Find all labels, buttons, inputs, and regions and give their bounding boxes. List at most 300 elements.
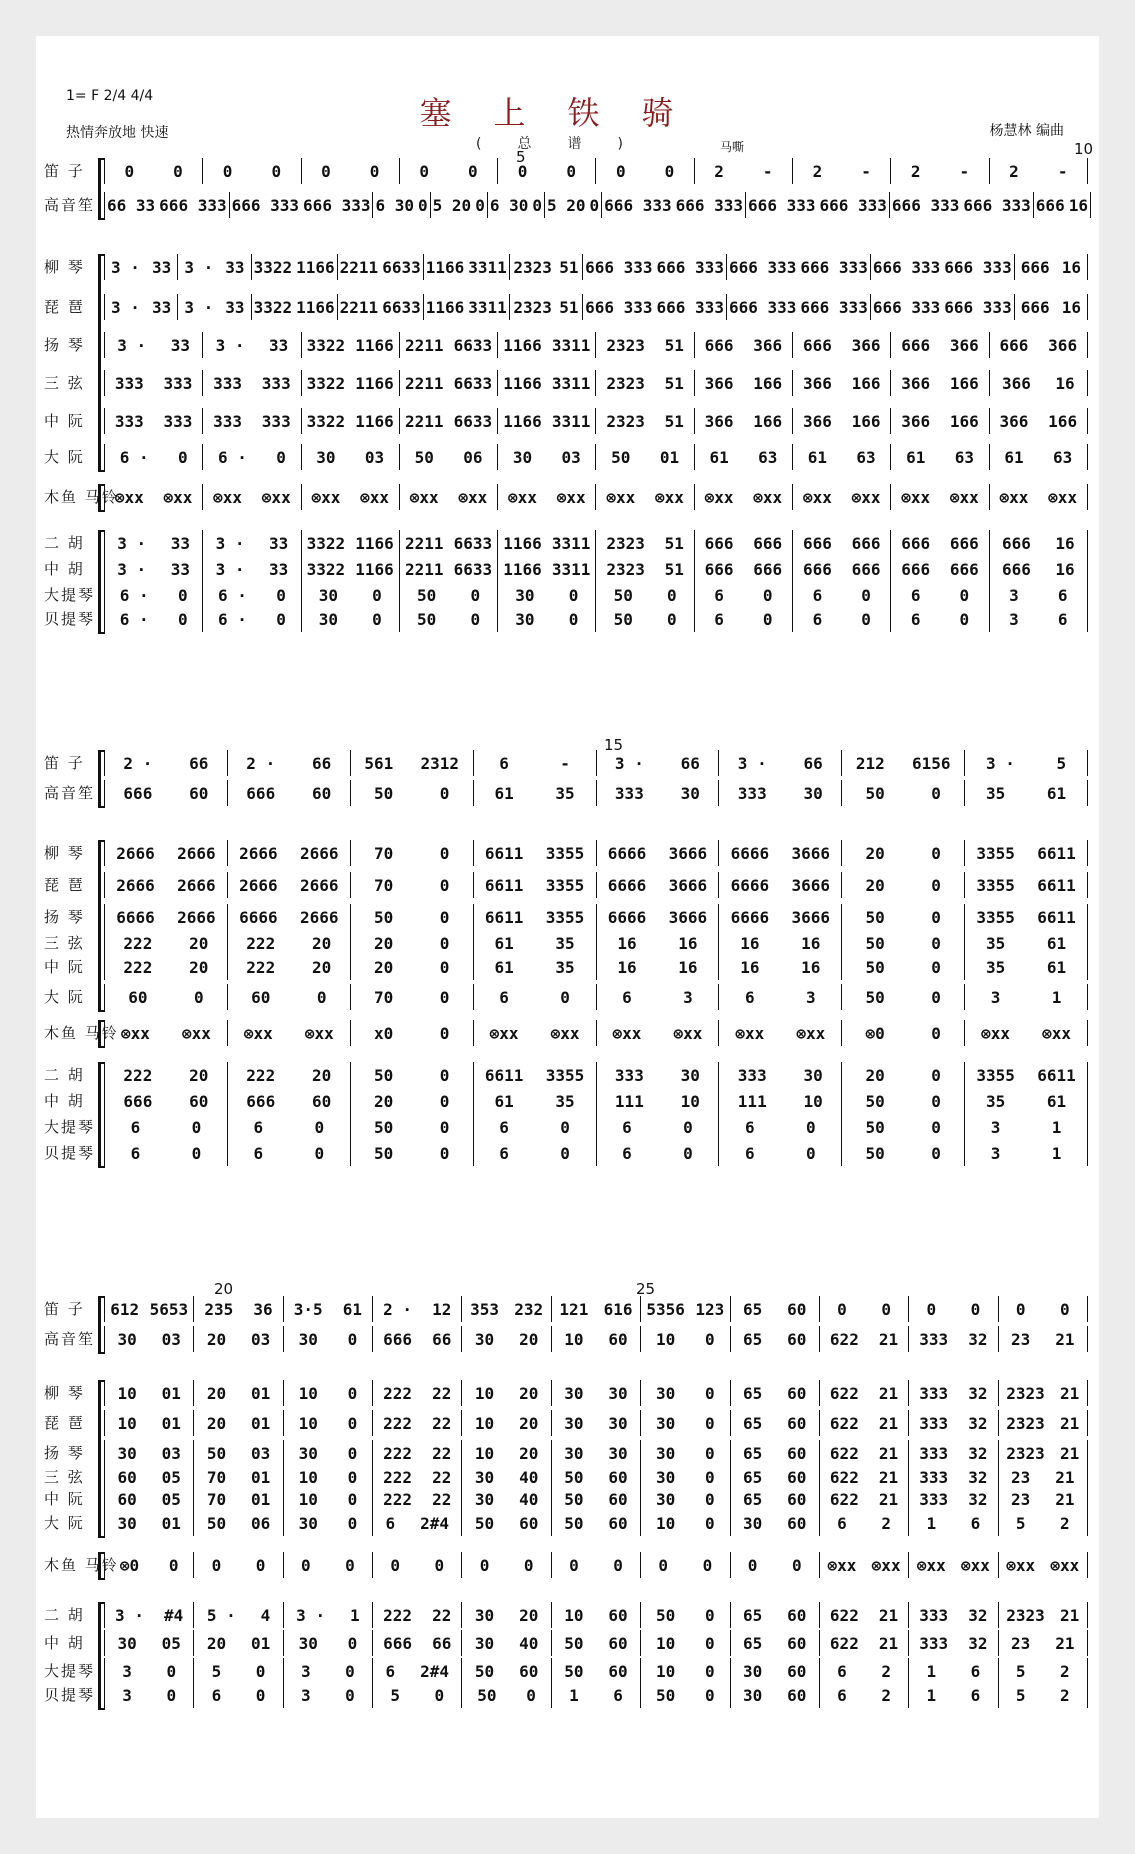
measure <box>908 1326 997 1352</box>
measures <box>104 484 1088 510</box>
beat: 616 <box>603 1299 633 1319</box>
beat: - <box>861 161 871 181</box>
beat: 666 <box>851 559 881 579</box>
beat: 0 <box>177 585 188 605</box>
measure <box>1033 192 1091 218</box>
measure <box>998 1326 1088 1352</box>
instrument-name: 木鱼 马铃 <box>44 488 119 506</box>
measure <box>998 1510 1088 1536</box>
beat: 60 <box>312 783 332 803</box>
beat: ⊗xx <box>901 487 931 507</box>
beat: 0 <box>560 1143 570 1163</box>
measure <box>104 984 227 1010</box>
beat: 35 <box>985 783 1006 803</box>
measure <box>104 840 227 866</box>
measure <box>104 556 202 582</box>
beat: 666 333 <box>872 297 941 317</box>
measure <box>841 780 964 806</box>
beat: 333 <box>261 373 291 393</box>
beat: 6 <box>745 987 755 1007</box>
beat: 0 <box>762 585 773 605</box>
beat: 33 <box>170 559 191 579</box>
beat: 222 <box>383 1383 413 1403</box>
beat: 6611 <box>1037 843 1076 863</box>
beat: 2666 <box>177 907 216 927</box>
beat: 60 <box>189 1091 209 1111</box>
beat: 60 <box>519 1513 539 1533</box>
measure <box>350 840 473 866</box>
beat: 6 <box>499 987 509 1007</box>
beat: - <box>762 161 773 181</box>
measure <box>964 1114 1088 1140</box>
instrument-group-brace <box>98 1552 105 1580</box>
instrument-group-brace <box>98 1062 105 1168</box>
beat: 666 <box>383 1329 413 1349</box>
beat: 60 <box>128 987 148 1007</box>
beat: 0 <box>560 1117 570 1137</box>
beat: 0 <box>705 1605 715 1625</box>
beat: ⊗xx <box>409 487 439 507</box>
beat: 1166 <box>296 297 335 317</box>
instrument-name: 二 胡 <box>44 1066 85 1084</box>
measure <box>998 1380 1088 1406</box>
beat: 3 <box>683 987 693 1007</box>
measure-number: 25 <box>636 1280 656 1298</box>
measure <box>870 294 1014 320</box>
beat: 50 <box>474 1513 495 1533</box>
beat: 0 <box>439 783 450 803</box>
beat: 666 <box>246 1091 276 1111</box>
beat: 10 <box>298 1467 318 1487</box>
beat: 0 <box>791 1555 802 1575</box>
beat: 5356 <box>646 1299 685 1319</box>
beat: 3355 <box>545 875 585 895</box>
instrument-group-brace <box>98 484 105 512</box>
beat: 50 <box>865 783 885 803</box>
beat: ⊗xx <box>1050 1555 1080 1575</box>
beat: 166 <box>851 373 881 393</box>
beat: 1166 <box>296 257 335 277</box>
beat: 1166 <box>503 533 542 553</box>
beat: 1166 <box>425 257 465 277</box>
measure <box>890 444 988 470</box>
beat: 0 <box>705 1329 715 1349</box>
beat: 0 <box>300 1555 311 1575</box>
measures <box>104 780 1088 806</box>
beat: 0 <box>568 585 579 605</box>
beat: 50 <box>373 1117 394 1137</box>
beat: 6 · <box>217 609 247 629</box>
measure <box>595 158 693 184</box>
measures <box>104 1552 1088 1578</box>
beat: 05 <box>161 1467 181 1487</box>
beat: 40 <box>519 1633 539 1653</box>
beat: 6 <box>745 1143 755 1163</box>
measure <box>582 294 726 320</box>
beat: 0 <box>166 1661 177 1681</box>
measure <box>819 1296 908 1322</box>
beat: 6 <box>910 585 921 605</box>
measures <box>104 1296 1088 1322</box>
beat: 01 <box>250 1633 271 1653</box>
beat: 1166 <box>503 411 542 431</box>
beat: 622 <box>829 1467 859 1487</box>
beat: 16 <box>617 957 637 977</box>
beat: 6666 <box>116 907 155 927</box>
beat: 6633 <box>382 257 421 277</box>
beat: 61 <box>494 933 514 953</box>
beat: 0 <box>255 1661 266 1681</box>
measure <box>998 1552 1088 1578</box>
instrument-group-brace <box>98 1296 105 1354</box>
beat: 666 <box>123 783 153 803</box>
beat: 2323 <box>513 257 552 277</box>
beat: 10 <box>656 1633 676 1653</box>
beat: 0 <box>861 585 871 605</box>
beat: 16 <box>740 933 760 953</box>
measure <box>640 1602 729 1628</box>
measure <box>350 872 473 898</box>
instrument-part <box>36 604 1099 634</box>
measure <box>908 1410 997 1436</box>
beat: 3355 <box>976 875 1015 895</box>
measure <box>301 530 399 556</box>
instrument-name: 二 胡 <box>44 534 85 552</box>
measure <box>104 1410 193 1436</box>
beat: 2323 <box>1006 1605 1045 1625</box>
beat: 3 <box>990 1143 1001 1163</box>
measure <box>908 1552 997 1578</box>
beat: 666 333 <box>748 195 816 215</box>
measure <box>890 484 988 510</box>
beat: 10 <box>298 1413 318 1433</box>
instrument-name: 笛 子 <box>44 1300 85 1318</box>
beat: 3666 <box>791 907 831 927</box>
measure <box>964 984 1088 1010</box>
beat: 1 <box>926 1513 937 1533</box>
beat: 366 <box>1001 373 1031 393</box>
measure <box>202 332 300 358</box>
measure <box>350 780 473 806</box>
measure <box>989 606 1088 632</box>
beat: 3311 <box>551 533 591 553</box>
beat: 30 <box>656 1489 676 1509</box>
measure <box>509 294 582 320</box>
beat: 2666 <box>116 875 155 895</box>
instrument-name: 木鱼 马铃 <box>44 1024 119 1042</box>
beat: 0 <box>345 1555 355 1575</box>
measure <box>730 1380 819 1406</box>
instrument-name: 贝提琴 <box>44 1686 96 1704</box>
measure <box>551 1296 640 1322</box>
measure <box>964 1062 1088 1088</box>
measures <box>104 530 1088 556</box>
measure <box>202 556 300 582</box>
beat: 6 <box>1057 585 1068 605</box>
measure <box>890 530 988 556</box>
measure <box>193 1326 282 1352</box>
beat: 60 <box>787 1329 807 1349</box>
beat: 33 <box>269 559 289 579</box>
measure <box>694 556 792 582</box>
instrument-name: 中 胡 <box>44 1092 85 1110</box>
beat: 6 <box>910 609 921 629</box>
beat: 20 <box>312 1065 332 1085</box>
beat: 222 <box>123 957 153 977</box>
beat: ⊗xx <box>1006 1555 1036 1575</box>
measure <box>841 904 964 930</box>
instrument-name: 大 阮 <box>44 988 85 1006</box>
beat: 333 <box>919 1633 949 1653</box>
instrument-name: 柳 琴 <box>44 844 85 862</box>
beat: 30 <box>680 1065 700 1085</box>
beat: 20 <box>865 875 885 895</box>
measures <box>104 1682 1088 1708</box>
measure <box>202 370 300 396</box>
beat: 0 <box>276 609 286 629</box>
beat: 6 <box>211 1685 222 1705</box>
beat: 16 <box>801 957 821 977</box>
beat: 5 <box>211 1661 222 1681</box>
measure <box>193 1682 282 1708</box>
beat: 0 <box>683 1117 693 1137</box>
beat: 6 30 <box>375 195 415 215</box>
beat: 5 · <box>206 1605 236 1625</box>
beat: 666 333 <box>800 257 868 277</box>
measure <box>819 1510 908 1536</box>
measure <box>998 1296 1088 1322</box>
beat: - <box>1057 161 1068 181</box>
beat: 70 <box>206 1489 227 1509</box>
beat: 0 <box>177 447 188 467</box>
beat: 10 <box>474 1383 495 1403</box>
beat: 6633 <box>382 297 421 317</box>
beat: 16 <box>1061 257 1081 277</box>
measure <box>104 1062 227 1088</box>
measure <box>350 1140 473 1166</box>
measure <box>694 158 792 184</box>
measure <box>998 1410 1088 1436</box>
measure <box>104 1510 193 1536</box>
beat: 66 <box>432 1329 452 1349</box>
measures <box>104 294 1088 320</box>
beat: 0 <box>589 195 600 215</box>
beat: 6 <box>499 753 509 773</box>
beat: 51 <box>559 297 579 317</box>
beat: 366 <box>802 373 832 393</box>
beat: 50 <box>564 1661 584 1681</box>
measure <box>461 1410 550 1436</box>
beat: 6666 <box>607 907 647 927</box>
beat: 10 <box>803 1091 823 1111</box>
measure <box>595 408 693 434</box>
beat: 0 <box>1060 1299 1070 1319</box>
measure <box>202 606 300 632</box>
beat: 70 <box>373 987 394 1007</box>
beat: 2#4 <box>420 1513 449 1533</box>
beat: 30 <box>803 783 823 803</box>
beat: 65 <box>742 1413 763 1433</box>
instrument-name: 扬 琴 <box>44 908 85 926</box>
beat: 63 <box>1053 447 1073 467</box>
measures <box>104 158 1088 184</box>
beat: 20 <box>373 957 394 977</box>
beat: 32 <box>968 1489 988 1509</box>
beat: 61 <box>1046 933 1067 953</box>
beat: 32 <box>968 1633 988 1653</box>
beat: 05 <box>161 1489 181 1509</box>
beat: 666 333 <box>819 195 887 215</box>
measure <box>889 192 1033 218</box>
beat: 366 <box>1048 335 1078 355</box>
beat: 35 <box>555 933 575 953</box>
beat: 30 <box>298 1513 318 1533</box>
beat: 1 <box>349 1605 360 1625</box>
measure <box>841 750 964 776</box>
measure <box>104 444 202 470</box>
beat: 0 <box>439 1143 450 1163</box>
beat: 65 <box>742 1443 763 1463</box>
beat: 2211 <box>404 559 444 579</box>
measure <box>227 1062 350 1088</box>
beat: 21 <box>1060 1605 1080 1625</box>
measure <box>890 158 988 184</box>
beat: 622 <box>829 1489 859 1509</box>
beat: 0 <box>316 987 327 1007</box>
beat: 21 <box>878 1383 899 1403</box>
beat: 0 <box>931 875 941 895</box>
beat: 20 <box>519 1329 539 1349</box>
measure <box>193 1602 282 1628</box>
measures <box>104 332 1088 358</box>
instrument-name: 贝提琴 <box>44 1144 96 1162</box>
measure <box>283 1630 372 1656</box>
beat: 0 <box>931 1065 941 1085</box>
measure <box>283 1552 372 1578</box>
beat: 10 <box>564 1605 584 1625</box>
beat: 20 <box>519 1443 539 1463</box>
measure <box>792 158 890 184</box>
measure <box>399 408 497 434</box>
beat: 30 <box>564 1413 584 1433</box>
beat: 333 <box>737 783 767 803</box>
beat: 32 <box>968 1329 988 1349</box>
beat: 03 <box>161 1329 181 1349</box>
measures <box>104 1380 1088 1406</box>
beat: 666 333 <box>231 195 300 215</box>
measure <box>551 1552 640 1578</box>
beat: 666 333 <box>728 257 797 277</box>
beat: 235 <box>204 1299 234 1319</box>
beat: 0 <box>931 933 941 953</box>
measure <box>718 750 841 776</box>
beat: 30 <box>608 1413 628 1433</box>
beat: 6666 <box>239 907 278 927</box>
beat: 6 · <box>119 447 149 467</box>
instrument-name: 大提琴 <box>44 586 96 604</box>
beat: 666 <box>802 533 832 553</box>
measure <box>890 370 988 396</box>
beat: 0 <box>705 1685 715 1705</box>
beat: 6 <box>714 585 724 605</box>
measure <box>193 1380 282 1406</box>
beat: 3311 <box>468 297 507 317</box>
measures <box>104 408 1088 434</box>
measure <box>596 872 719 898</box>
instrument-part <box>36 442 1099 472</box>
measure <box>177 294 250 320</box>
measure <box>792 484 890 510</box>
beat: 10 <box>117 1413 137 1433</box>
beat: 16 <box>801 933 821 953</box>
measures <box>104 840 1088 866</box>
measure <box>964 904 1088 930</box>
beat: 3 · <box>296 1605 326 1625</box>
measures <box>104 904 1088 930</box>
beat: 06 <box>250 1513 271 1533</box>
beat: 666 <box>949 559 979 579</box>
measure-number: 10 <box>1074 140 1094 158</box>
beat: 6 <box>812 609 823 629</box>
instrument-name: 扬 琴 <box>44 1444 85 1462</box>
beat: 0 <box>439 1023 450 1043</box>
beat: 0 <box>931 907 941 927</box>
instrument-name: 中 阮 <box>44 1490 85 1508</box>
beat: 65 <box>742 1633 763 1653</box>
measure <box>870 254 1014 280</box>
measure <box>177 254 250 280</box>
measure <box>461 1326 550 1352</box>
beat: 0 <box>276 585 286 605</box>
measure <box>596 780 719 806</box>
beat: 33 <box>152 257 172 277</box>
beat: 2#4 <box>420 1661 449 1681</box>
measure <box>989 158 1088 184</box>
beat: 22 <box>432 1383 452 1403</box>
beat: 6611 <box>484 843 524 863</box>
measure <box>193 1296 282 1322</box>
beat: 333 <box>919 1605 949 1625</box>
measure <box>792 530 890 556</box>
measure <box>792 606 890 632</box>
beat: 666 <box>383 1633 413 1653</box>
beat: - <box>560 753 570 773</box>
beat: 5 <box>390 1685 400 1705</box>
instrument-part <box>36 190 1099 220</box>
beat: 0 <box>705 1467 715 1487</box>
measure <box>998 1630 1088 1656</box>
beat: 3 · <box>115 1605 144 1625</box>
beat: 222 <box>246 1065 276 1085</box>
instrument-part <box>36 1408 1099 1438</box>
measure <box>497 158 595 184</box>
beat: 1166 <box>503 335 542 355</box>
beat: 0 <box>615 161 626 181</box>
beat: 51 <box>664 373 684 393</box>
beat: 01 <box>250 1383 271 1403</box>
measure <box>694 332 792 358</box>
beat: 3322 <box>253 257 293 277</box>
beat: 3 · <box>111 257 140 277</box>
measure <box>227 984 350 1010</box>
instrument-part <box>36 1138 1099 1168</box>
beat: 50 <box>865 1091 885 1111</box>
beat: 33 <box>225 297 245 317</box>
beat: 40 <box>519 1467 539 1487</box>
beat: 1 <box>1051 987 1062 1007</box>
measure <box>551 1602 640 1628</box>
beat: 166 <box>949 411 979 431</box>
